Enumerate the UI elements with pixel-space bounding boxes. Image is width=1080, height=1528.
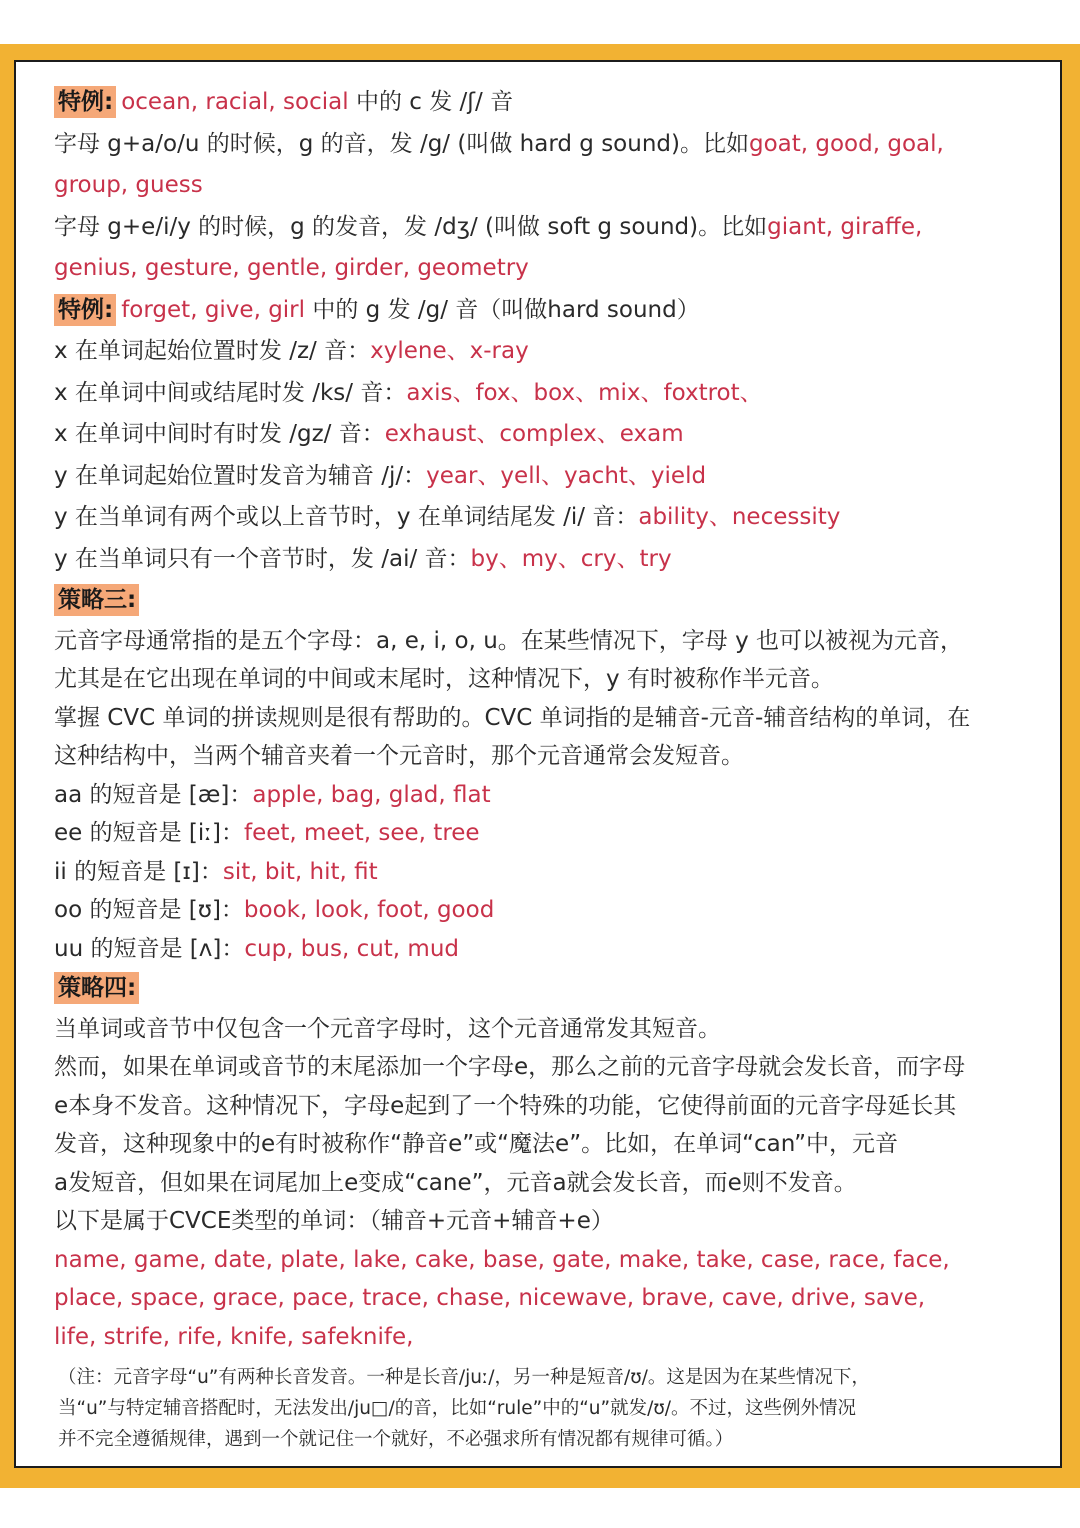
cvce-word-list: name, game, date, plate, lake, cake, base, gate, make, take, case, race, face, xyxy=(54,1246,950,1273)
rule-x-z xyxy=(54,331,1044,373)
rule-hard-g xyxy=(54,124,1044,166)
cvce-word-list: place, space, grace, pace, trace, chase, nicewave, brave, cave, drive, save, xyxy=(54,1285,926,1311)
rule-x-gz xyxy=(54,414,1044,456)
rule-text: y 在当单词只有一个音节时，发 /ai/ 音： xyxy=(54,545,471,572)
rule-text: ii 的短音是 [ɪ]： xyxy=(54,858,223,885)
special-case-tag: 特例: xyxy=(54,294,116,326)
example-words: book, look, foot, good xyxy=(243,897,495,923)
rule-hard-g-cont xyxy=(54,165,1044,207)
rule-text: ee 的短音是 [iː]： xyxy=(54,820,245,846)
short-vowel-u xyxy=(54,930,1044,969)
rule-text: x 在单词中间或结尾时发 /ks/ 音： xyxy=(54,379,407,406)
paragraph-line: 元音字母通常指的是五个字母：a, e, i, o, u。在某些情况下，字母 y 也可以被视为元音， xyxy=(54,627,964,654)
strategy-tag: 策略三: xyxy=(54,584,139,616)
example-words: ability、necessity xyxy=(638,504,841,530)
strategy-tag: 策略四: xyxy=(54,972,139,1004)
rule-text: 中的 g 发 /g/ 音（叫做hard sound） xyxy=(305,296,700,323)
example-words: by、my、cry、try xyxy=(470,545,672,572)
rule-text: y 在当单词有两个或以上音节时，y 在单词结尾发 /i/ 音： xyxy=(54,504,639,530)
rule-y-i xyxy=(54,497,1044,539)
example-words: xylene、x-ray xyxy=(370,338,529,364)
paragraph-line: a发短音，但如果在词尾加上e变成“cane”，元音a就会发长音，而e则不发音。 xyxy=(54,1169,857,1196)
short-vowel-a xyxy=(54,776,1044,815)
example-words: giant, giraffe, xyxy=(767,213,923,240)
paragraph-line: 这种结构中，当两个辅音夹着一个元音时，那个元音通常会发短音。 xyxy=(54,743,744,769)
rule-y-ai xyxy=(54,539,1044,581)
rule-text: uu 的短音是 [ʌ]： xyxy=(54,935,245,962)
example-words: goat, good, goal, xyxy=(748,130,944,157)
example-words: ocean, racial, social xyxy=(121,89,349,115)
rule-text: y 在单词起始位置时发音为辅音 /j/： xyxy=(54,462,427,489)
footnote-line: 当“u”与特定辅音搭配时，无法发出/ju□/的音，比如“rule”中的“u”就发/ʊ/。不过，这些例外情况 xyxy=(58,1398,857,1419)
paragraph-line: 以下是属于CVCE类型的单词：（辅音+元音+辅音+e） xyxy=(54,1208,614,1234)
cvce-word-list: life, strife, rife, knife, safeknife, xyxy=(54,1323,414,1350)
example-words: sit, bit, hit, fit xyxy=(222,858,378,885)
example-words: genius, gesture, gentle, girder, geometry xyxy=(54,255,529,281)
paragraph-line: 发音，这种现象中的e有时被称作“静音e”或“魔法e”。比如，在单词“can”中，元音 xyxy=(54,1131,899,1157)
rule-text: 字母 g+a/o/u 的时候，g 的音，发 /g/ (叫做 hard g sound)。比如 xyxy=(54,130,749,157)
example-words: group, guess xyxy=(54,172,203,198)
paragraph-line: 当单词或音节中仅包含一个元音字母时，这个元音通常发其短音。 xyxy=(54,1015,721,1042)
example-words: year、yell、yacht、yield xyxy=(426,462,707,489)
rule-text: x 在单词起始位置时发 /z/ 音： xyxy=(54,338,371,364)
paragraph-line: 掌握 CVC 单词的拼读规则是很有帮助的。CVC 单词指的是辅音-元音-辅音结构的单词，在 xyxy=(54,704,971,731)
footnote-line: （注：元音字母“u”有两种长音发音。一种是长音/juː/，另一种是短音/ʊ/。这是因为在某些情况下， xyxy=(58,1367,870,1388)
rule-text: oo 的短音是 [ʊ]： xyxy=(54,897,244,923)
example-words: cup, bus, cut, mud xyxy=(244,935,460,962)
page-frame xyxy=(0,44,1080,1488)
rule-soft-g xyxy=(54,207,1044,249)
rule-text: x 在单词中间时有时发 /gz/ 音： xyxy=(54,421,385,447)
footnote xyxy=(54,1362,1044,1455)
short-vowel-i xyxy=(54,853,1044,892)
short-vowel-o xyxy=(54,891,1044,930)
short-vowel-e xyxy=(54,814,1044,853)
document-body xyxy=(54,80,1044,1455)
paragraph-line: 尤其是在它出现在单词的中间或末尾时，这种情况下，y 有时被称作半元音。 xyxy=(54,666,834,692)
example-words: feet, meet, see, tree xyxy=(244,820,480,846)
section-three-heading xyxy=(54,580,1044,622)
paragraph-line: e本身不发音。这种情况下，字母e起到了一个特殊的功能，它使得前面的元音字母延长其 xyxy=(54,1092,957,1119)
rule-text: 字母 g+e/i/y 的时候，g 的发音，发 /dʒ/ (叫做 soft g sound)。比如 xyxy=(54,213,768,240)
rule-soft-g-cont xyxy=(54,248,1044,290)
example-words: axis、fox、box、mix、foxtrot、 xyxy=(406,379,763,406)
example-words: forget, give, girl xyxy=(121,296,306,323)
paragraph-line: 然而，如果在单词或音节的末尾添加一个字母e，那么之前的元音字母就会发长音，而字母 xyxy=(54,1054,966,1080)
special-case-g xyxy=(54,290,1044,332)
rule-text: 中的 c 发 /ʃ/ 音 xyxy=(348,89,514,115)
special-case-c xyxy=(54,82,1044,124)
rule-text: aa 的短音是 [æ]： xyxy=(54,781,253,808)
example-words: apple, bag, glad, flat xyxy=(252,781,491,808)
special-case-tag: 特例: xyxy=(54,86,116,118)
content-card xyxy=(14,60,1062,1468)
example-words: exhaust、complex、exam xyxy=(384,421,684,447)
footnote-line: 并不完全遵循规律，遇到一个就记住一个就好，不必强求所有情况都有规律可循。） xyxy=(58,1429,734,1450)
rule-x-ks xyxy=(54,373,1044,415)
section-four-heading xyxy=(54,968,1044,1010)
rule-y-j xyxy=(54,456,1044,498)
